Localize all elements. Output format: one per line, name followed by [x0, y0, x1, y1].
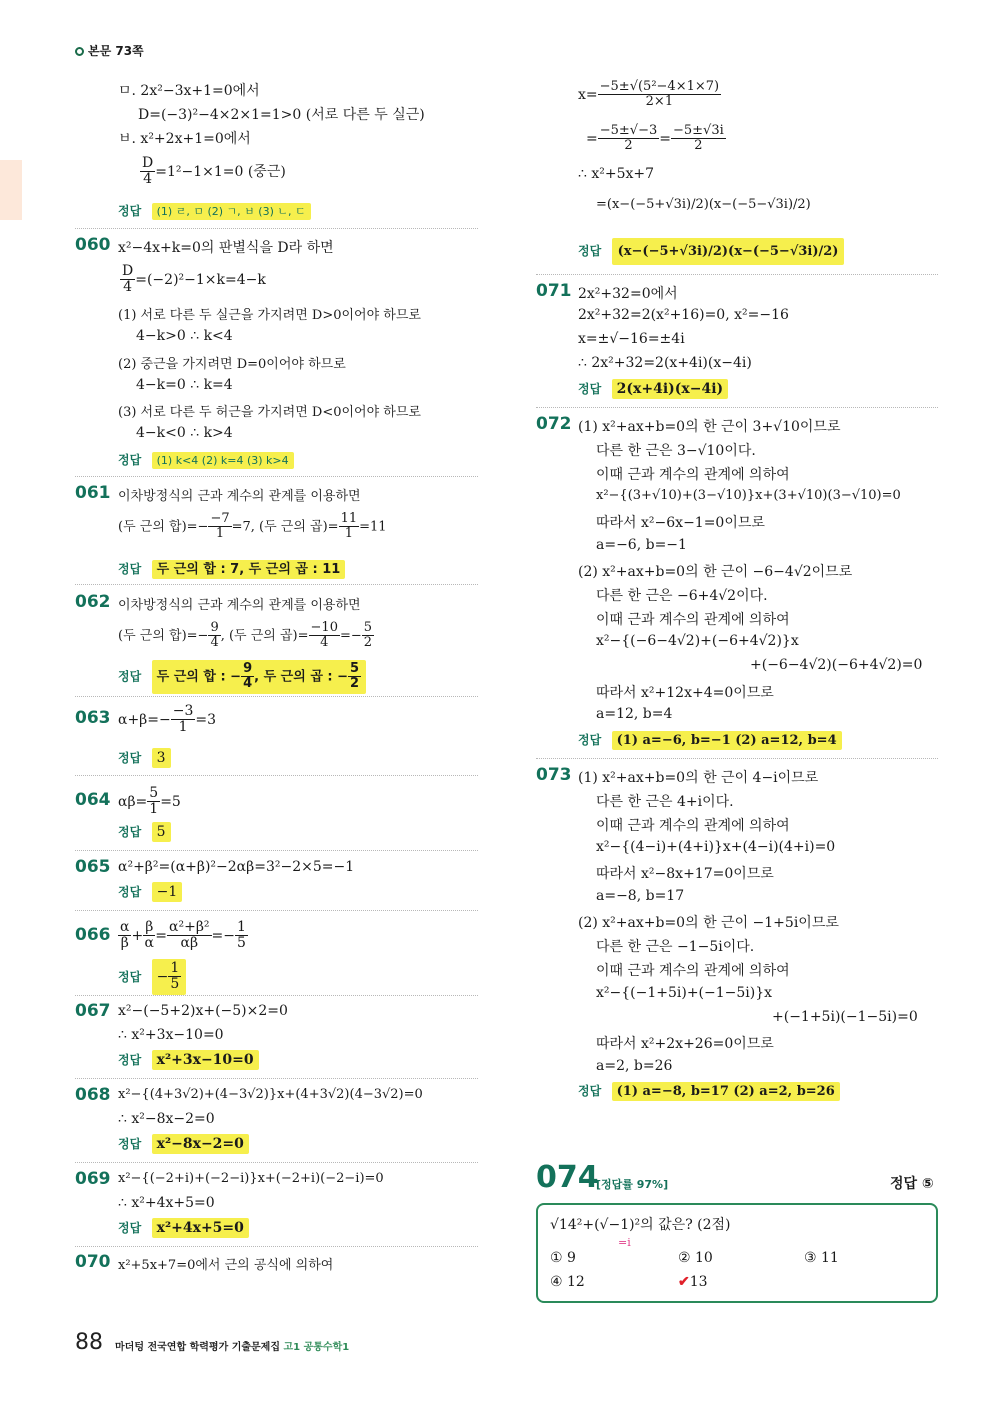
p072-line4: x²−{(3+√10)+(3−√10)}x+(3+√10)(3−√10)=0 [596, 488, 901, 503]
line-l1: ㅁ. 2x²−3x+1=0에서 [118, 83, 260, 99]
footer-title: 마더텅 전국연합 학력평가 기출문제집 고1 공통수학1 [115, 1342, 350, 1353]
p062-line2: (두 근의 합)=− $\frac{9}{4}$ , (두 근의 곱)= $\frac{-10}{4}$ =− $\frac{5}{2}$ [118, 620, 373, 651]
answer-059: 정답 (1) ㄹ, ㅁ (2) ㄱ, ㅂ (3) ㄴ, ㄷ [118, 202, 311, 219]
problem-number-073: 073 [536, 765, 572, 785]
p073-line5: 따라서 x²−8x+17=0이므로 [596, 866, 774, 882]
divider [75, 476, 478, 477]
problem-number-061: 061 [75, 483, 111, 503]
p071-line3: x=±√−16=±4i [578, 331, 685, 347]
p072-line7: (2) x²+ax+b=0의 한 근이 −6−4√2이므로 [578, 564, 853, 580]
p069-line1: x²−{(−2+i)+(−2−i)}x+(−2+i)(−2−i)=0 [118, 1171, 384, 1186]
question-text: √14²+(√−1)²의 값은? (2점) [550, 1217, 731, 1233]
problem-number-063: 063 [75, 708, 111, 728]
fraction: $\frac{D}{4}$ [142, 155, 154, 188]
p073-line6: a=−8, b=17 [596, 888, 685, 904]
problem-number-074: 074 [536, 1160, 599, 1195]
problem-number-068: 068 [75, 1085, 111, 1105]
p073-line13: a=2, b=26 [596, 1058, 673, 1074]
answer-065: 정답 −1 [118, 883, 182, 900]
answer-060: 정답 (1) k<4 (2) k=4 (3) k>4 [118, 451, 294, 468]
p072-line9: 이때 근과 계수의 관계에 의하여 [596, 612, 790, 628]
divider [75, 584, 478, 585]
divider [75, 1162, 478, 1163]
divider [75, 995, 478, 996]
answer-066: 정답 − $\frac{1}{5}$ [118, 959, 186, 995]
problem-number-064: 064 [75, 790, 111, 810]
page-number: 88 [75, 1330, 103, 1355]
choice-3[interactable]: ③ 11 [804, 1250, 839, 1266]
p061-line1: 이차방정식의 근과 계수의 관계를 이용하면 [118, 489, 361, 504]
p060-line3: (1) 서로 다른 두 실근을 가지려면 D>0이어야 하므로 [118, 308, 421, 323]
answer-063: 정답 3 [118, 749, 171, 766]
answer-068: 정답 x²−8x−2=0 [118, 1135, 249, 1152]
p068-line1: x²−{(4+3√2)+(4−3√2)}x+(4+3√2)(4−3√2)=0 [118, 1087, 423, 1102]
p065-line1: α²+β²=(α+β)²−2αβ=3²−2×5=−1 [118, 859, 355, 875]
r-line3: ∴ x²+5x+7 [578, 166, 655, 182]
p072-line1: (1) x²+ax+b=0의 한 근이 3+√10이므로 [578, 419, 841, 435]
line-l4: $\frac{D}{4}$ =1²−1×1=0 (중근) [142, 155, 286, 188]
p067-line2: ∴ x²+3x−10=0 [118, 1027, 224, 1043]
p069-line2: ∴ x²+4x+5=0 [118, 1195, 215, 1211]
p060-line8: 4−k<0 ∴ k>4 [136, 425, 233, 441]
divider [536, 407, 938, 408]
answer-062: 정답 두 근의 합 : − $\frac{9}{4}$ , 두 근의 곱 : − $\frac{5}{2}$ [118, 660, 366, 694]
divider [75, 696, 478, 697]
p072-line13: a=12, b=4 [596, 706, 673, 722]
p071-line2: 2x²+32=2(x²+16)=0, x²=−16 [578, 307, 789, 323]
p073-line2: 다른 한 근은 4+i이다. [596, 794, 734, 810]
line-l3: ㅂ. x²+2x+1=0에서 [118, 131, 251, 147]
p072-line3: 이때 근과 계수의 관계에 의하여 [596, 467, 790, 483]
divider [75, 228, 478, 229]
problem-number-069: 069 [75, 1169, 111, 1189]
p073-line1: (1) x²+ax+b=0의 한 근이 4−i이므로 [578, 770, 819, 786]
divider [75, 910, 478, 911]
problem-number-065: 065 [75, 857, 111, 877]
problem-number-067: 067 [75, 1001, 111, 1021]
answer-070: 정답 (x−(−5+√3i)/2)(x−(−5−√3i)/2) [578, 238, 844, 265]
page-header [75, 42, 144, 59]
p064-line1: αβ= $\frac{5}{1}$ =5 [118, 785, 181, 818]
p072-line12: 따라서 x²+12x+4=0이므로 [596, 685, 774, 701]
problem-number-071: 071 [536, 281, 572, 301]
problem-number-072: 072 [536, 414, 572, 434]
divider [75, 1246, 478, 1247]
answer-067: 정답 x²+3x−10=0 [118, 1051, 259, 1068]
problem-number-066: 066 [75, 925, 111, 945]
divider [536, 758, 938, 759]
problem-number-060: 060 [75, 235, 111, 255]
p073-line9: 이때 근과 계수의 관계에 의하여 [596, 963, 790, 979]
p073-line7: (2) x²+ax+b=0의 한 근이 −1+5i이므로 [578, 915, 839, 931]
answer-069: 정답 x²+4x+5=0 [118, 1219, 249, 1236]
p060-line6: 4−k=0 ∴ k=4 [136, 377, 233, 393]
circle-icon [75, 47, 84, 56]
p060-line5: (2) 중근을 가지려면 D=0이어야 하므로 [118, 357, 346, 372]
r-line1: x= $\frac{\text{−5±√(5²−4×1×7)}}{2\times 1}$ [578, 79, 720, 110]
problem-number-070: 070 [75, 1252, 111, 1272]
p060-line2: $\frac{D}{4}$ =(−2)²−1×k=4−k [122, 263, 266, 296]
p072-line5: 따라서 x²−6x−1=0이므로 [596, 515, 765, 531]
p060-line7: (3) 서로 다른 두 허근을 가지려면 D<0이어야 하므로 [118, 405, 421, 420]
choice-4[interactable]: ④ 12 [550, 1274, 585, 1290]
answer-064: 정답 5 [118, 823, 171, 840]
divider [75, 775, 478, 776]
answer-071: 정답 2(x+4i)(x−4i) [578, 380, 728, 397]
divider [75, 1078, 478, 1079]
p073-line11: +(−1+5i)(−1−5i)=0 [772, 1009, 918, 1025]
margin-tab [0, 160, 22, 220]
p072-line6: a=−6, b=−1 [596, 537, 687, 553]
correct-rate: [정답률 97%] [596, 1178, 669, 1191]
answer-059-value: (1) ㄹ, ㅁ (2) ㄱ, ㅂ (3) ㄴ, ㄷ [152, 203, 311, 220]
p072-line2: 다른 한 근은 3−√10이다. [596, 443, 756, 459]
r-line4: =(x−(−5+√3i)/2)(x−(−5−√3i)/2) [596, 197, 811, 212]
p073-line4: x²−{(4−i)+(4+i)}x+(4−i)(4+i)=0 [596, 839, 836, 855]
problem-number-062: 062 [75, 592, 111, 612]
p061-line2: (두 근의 합)=− $\frac{-7}{1}$ =7, (두 근의 곱)= $\frac{11}{1}$ =11 [118, 511, 387, 542]
divider [536, 274, 938, 275]
answer-074: 정답 ⑤ [890, 1176, 934, 1192]
r-line2: = $\frac{-5\pm√-3}{2}$ = $\frac{-5\pm√3i}{2}$ [586, 123, 724, 154]
p060-line4: 4−k>0 ∴ k<4 [136, 328, 233, 344]
p072-line10: x²−{(−6−4√2)+(−6+4√2)}x [596, 633, 799, 649]
answer-073: 정답 (1) a=−8, b=17 (2) a=2, b=26 [578, 1082, 840, 1099]
choice-1[interactable]: ① 9 [550, 1250, 576, 1266]
p062-line1: 이차방정식의 근과 계수의 관계를 이용하면 [118, 598, 361, 613]
p072-line8: 다른 한 근은 −6+4√2이다. [596, 588, 768, 604]
check-mark-icon: ✔ [678, 1274, 690, 1290]
p072-line11: +(−6−4√2)(−6+4√2)=0 [750, 657, 923, 673]
p071-line4: ∴ 2x²+32=2(x+4i)(x−4i) [578, 355, 752, 371]
answer-061: 정답 두 근의 합 : 7, 두 근의 곱 : 11 [118, 558, 345, 577]
line-l2: D=(−3)²−4×2×1=1>0 (서로 다른 두 실근) [138, 107, 425, 123]
choice-5[interactable]: ✔13 [678, 1274, 708, 1290]
p070-line1: x²+5x+7=0에서 근의 공식에 의하여 [118, 1258, 334, 1273]
p073-line3: 이때 근과 계수의 관계에 의하여 [596, 818, 790, 834]
p073-line12: 따라서 x²+2x+26=0이므로 [596, 1036, 774, 1052]
p060-line1: x²−4x+k=0의 판별식을 D라 하면 [118, 240, 334, 256]
annotation-note: =i [618, 1236, 631, 1249]
p066-line1: $\frac{\alpha}{\beta}$ + $\frac{\beta}{\alpha}$ = $\frac{\text{α²+β²}}{\alpha\beta}$ =− $\frac{1}{5}$ [120, 919, 246, 952]
choice-2[interactable]: ② 10 [678, 1250, 713, 1266]
divider [75, 850, 478, 851]
answer-072: 정답 (1) a=−6, b=−1 (2) a=12, b=4 [578, 731, 842, 748]
p071-line1: 2x²+32=0에서 [578, 286, 678, 302]
p063-line1: α+β=− $\frac{-3}{1}$ =3 [118, 703, 217, 736]
p073-line10: x²−{(−1+5i)+(−1−5i)}x [596, 985, 773, 1001]
header-text: 본문 73쪽 [88, 44, 144, 58]
p067-line1: x²−(−5+2)x+(−5)×2=0 [118, 1003, 288, 1019]
p073-line8: 다른 한 근은 −1−5i이다. [596, 939, 755, 955]
p068-line2: ∴ x²−8x−2=0 [118, 1111, 215, 1127]
